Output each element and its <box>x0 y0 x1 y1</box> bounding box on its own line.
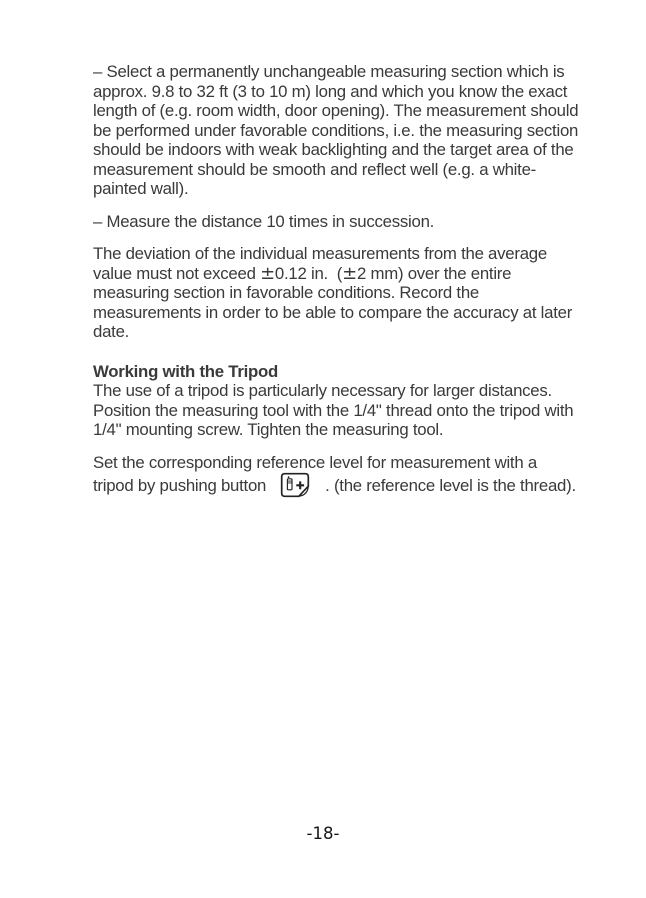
text-segment: The deviation of the individual measurements from the average value must not exceed <box>93 244 547 283</box>
bullet-paragraph-select-section: – Select a permanently unchangeable measuring section which is approx. 9.8 to 32 ft (3 to 10 m) long and which you know the exact length of (e.g. room width, door opening). The measurement should be performed under favorable conditions, i.e. the measuring section should be indoors with weak backlighting and the target area of the measurement should be smooth and reflect well (e.g. a white-painted wall). <box>93 62 579 198</box>
page-number: -18- <box>306 824 340 843</box>
tripod-section-body: The use of a tripod is particularly necessary for larger distances. Position the measuring tool with the 1/4" thread onto the tripod with 1/4" mounting screw. Tighten the measuring tool. <box>93 381 574 439</box>
text-segment: 0.12 in. ( <box>274 263 343 283</box>
plus-minus-symbol: ± <box>260 262 275 284</box>
reference-level-button-icon <box>280 472 310 498</box>
page-content <box>93 62 579 511</box>
deviation-paragraph <box>93 244 579 342</box>
text-segment: 2 mm) over the entire measuring section in favorable conditions. Record the measurements in order to be able to compare the accuracy at later date. <box>93 263 573 341</box>
bullet-paragraph-measure-distance: – Measure the distance 10 times in succession. <box>93 211 435 231</box>
tripod-section-heading: Working with the Tripod <box>93 361 279 381</box>
reference-level-paragraph <box>93 453 579 499</box>
plus-minus-symbol: ± <box>342 262 357 284</box>
text-segment: Set the corresponding reference level for measurement with a tripod by pushing button <box>93 452 537 495</box>
text-segment: . (the reference level is the thread). <box>325 476 576 495</box>
tripod-section <box>93 362 579 440</box>
